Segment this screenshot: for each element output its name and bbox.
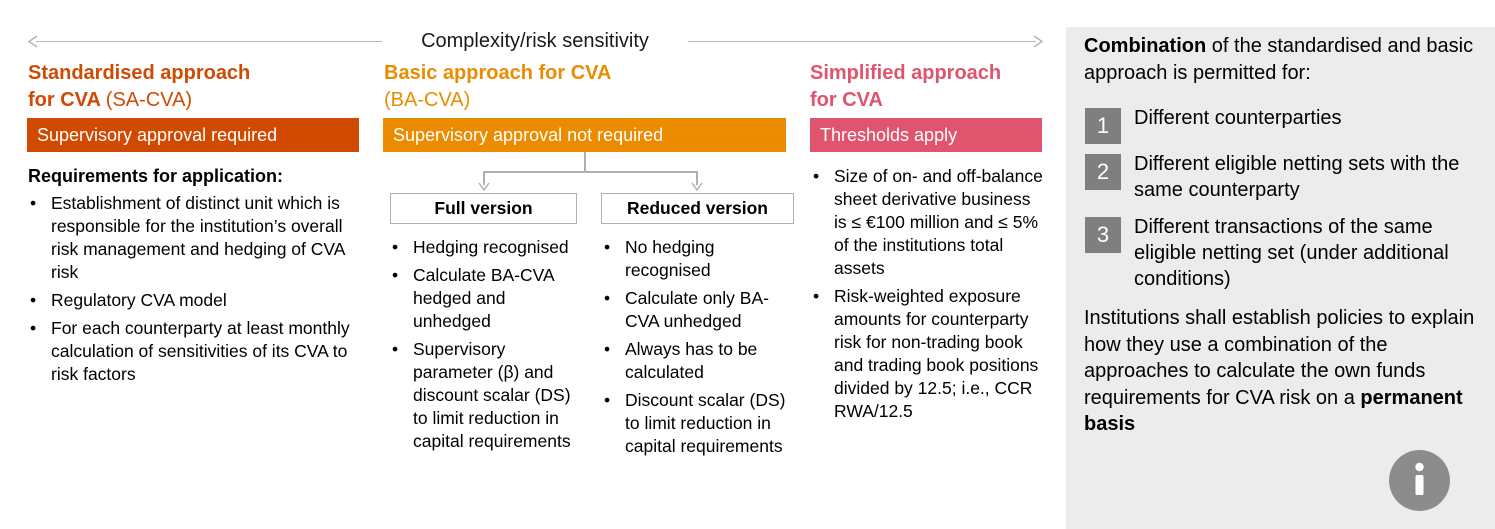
simplified-title-line1: Simplified approach — [810, 62, 1002, 84]
list-item: • Calculate BA-CVA hedged and unhedged — [390, 264, 580, 333]
combination-item-3: Different transactions of the same eligible netting set (under additional conditions) — [1134, 216, 1449, 290]
axis-label: Complexity/risk sensitivity — [421, 30, 649, 52]
simplified-banner: Thresholds apply — [810, 118, 1042, 152]
sa-cva-title — [28, 60, 250, 114]
info-icon — [1389, 450, 1450, 511]
simplified-title — [810, 60, 1001, 114]
simplified-title-line2: for CVA — [810, 89, 883, 111]
combination-item-1: Different counterparties — [1134, 107, 1342, 129]
list-item: • Supervisory parameter (β) and discount scalar (DS) to limit reduction in capital requirements — [390, 338, 580, 453]
axis-right-line — [688, 41, 1036, 42]
reduced-version-bullet-list — [602, 236, 794, 463]
sa-cva-title-line1: Standardised approach — [28, 62, 251, 84]
combination-item-2: Different eligible netting sets with the same counterparty — [1134, 153, 1460, 201]
simplified-bullet-list — [811, 165, 1043, 428]
panel-outro-text: Institutions shall establish policies to explain how they use a combination of the approaches to calculate the own funds requirements for CVA risk on a — [1084, 307, 1475, 409]
panel-outro-bold: permanent basis — [1084, 386, 1463, 435]
connector-bar — [483, 171, 697, 173]
number-badge-2: 2 — [1085, 154, 1121, 190]
number-badge-1: 1 — [1085, 108, 1121, 144]
info-button[interactable] — [1389, 450, 1450, 511]
ba-cva-banner: Supervisory approval not required — [383, 118, 786, 152]
reduced-version-box: Reduced version — [601, 193, 794, 224]
list-item: • Risk-weighted exposure amounts for counterparty risk for non-trading book and trading book positions divided by 12.5; i.e., CCR RWA/12.5 — [811, 285, 1043, 423]
ba-cva-title-bold: Basic approach for CVA — [384, 62, 612, 84]
sa-cva-banner: Supervisory approval required — [27, 118, 359, 152]
sa-cva-bullet-list — [28, 192, 358, 391]
sa-cva-title-bold: for CVA — [28, 89, 101, 111]
panel-intro-text: of the standardised and basic approach is permitted for: — [1084, 35, 1474, 84]
axis-left-line — [36, 41, 382, 42]
panel-outro — [1084, 305, 1484, 438]
arrow-down-icon — [478, 182, 490, 192]
arrow-left-icon — [27, 35, 39, 48]
list-item: • Establishment of distinct unit which is responsible for the institution’s overall risk management and hedging of CVA risk — [28, 192, 358, 284]
panel-intro — [1084, 33, 1474, 87]
full-version-box: Full version — [390, 193, 577, 224]
list-item: • No hedging recognised — [602, 236, 794, 282]
list-item: • Calculate only BA-CVA unhedged — [602, 287, 794, 333]
list-item: • Hedging recognised — [390, 236, 580, 259]
list-item: • Size of on- and off-balance sheet derivative business is ≤ €100 million and ≤ 5% of the institutions total assets — [811, 165, 1043, 280]
sa-cva-title-line2 — [28, 87, 250, 114]
requirements-heading: Requirements for application: — [28, 166, 284, 186]
connector-stem — [584, 152, 586, 172]
ba-cva-title — [384, 60, 611, 114]
list-item: • Regulatory CVA model — [28, 289, 358, 312]
number-badge-3: 3 — [1085, 217, 1121, 253]
list-item: • For each counterparty at least monthly calculation of sensitivities of its CVA to risk factors — [28, 317, 358, 386]
full-version-bullet-list — [390, 236, 580, 458]
sa-cva-title-abbr: (SA-CVA) — [105, 89, 193, 111]
arrow-right-icon — [1032, 35, 1044, 48]
list-item: • Discount scalar (DS) to limit reduction in capital requirements — [602, 389, 794, 458]
panel-intro-bold: Combination — [1084, 35, 1207, 57]
ba-cva-title-abbr: (BA-CVA) — [384, 89, 471, 111]
combination-panel — [1066, 27, 1495, 529]
list-item: • Always has to be calculated — [602, 338, 794, 384]
arrow-down-icon — [691, 182, 703, 192]
